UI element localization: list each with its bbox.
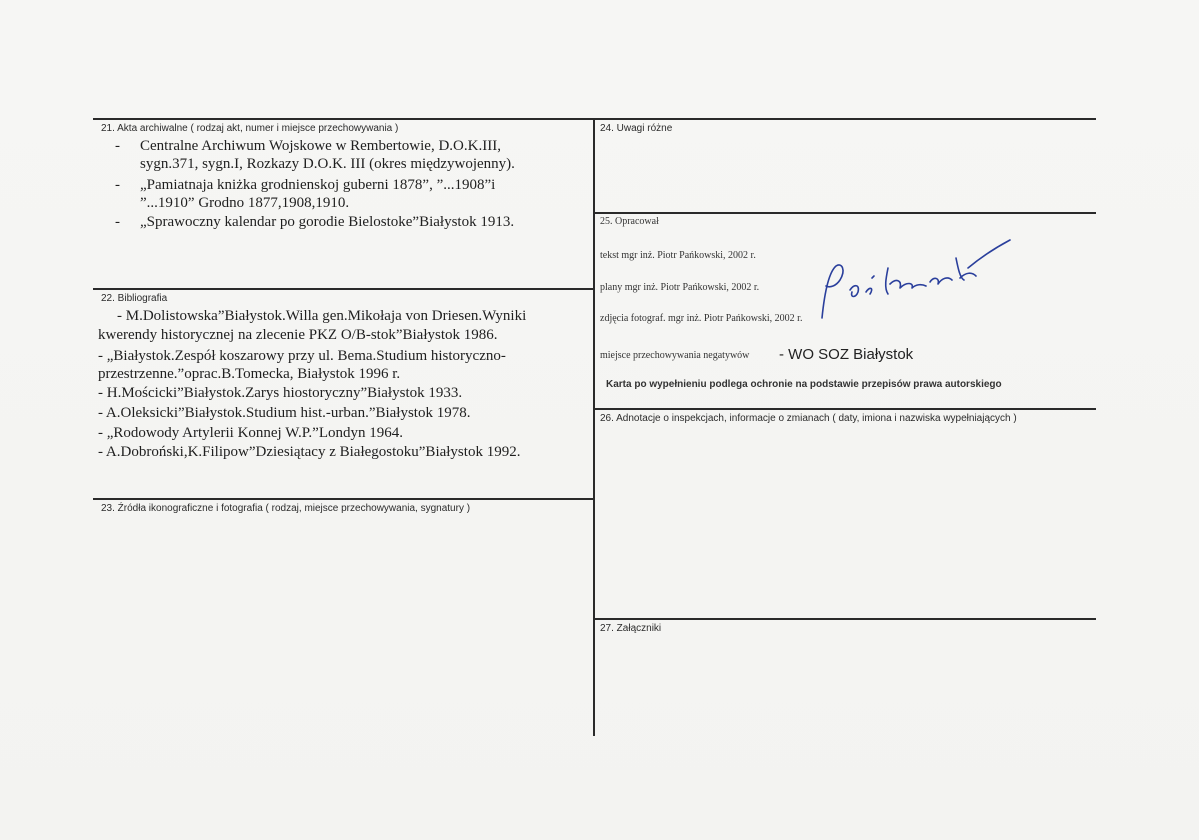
section23-heading: 23. Źródła ikonograficzne i fotografia ( rodzaj, miejsce przechowywania, sygnatury ) — [101, 503, 471, 514]
bibliography-line-1: - M.Dolistowska”Białystok.Willa gen.Mikołaja von Driesen.Wyniki — [117, 308, 527, 324]
bibliography-line-8: - A.Dobroński,K.Filipow”Dziesiątacy z Białegostoku”Białystok 1992. — [98, 444, 521, 460]
section21-bullet-3-line-1: „Sprawoczny kalendar po gorodie Bielostoke”Białystok 1913. — [140, 214, 515, 230]
bibliography-line-2: kwerendy historycznej na zlecenie PKZ O/B-stok”Białystok 1986. — [98, 327, 498, 343]
bibliography-line-4: przestrzenne.”oprac.B.Tomecka, Białystok 1996 r. — [98, 366, 401, 382]
section21-bullet-2-dash: - — [115, 177, 120, 193]
section24-heading: 24. Uwagi różne — [600, 123, 673, 134]
bibliography-line-3: - „Białystok.Zespół koszarowy przy ul. Bema.Studium historyczno- — [98, 348, 506, 364]
author-photos-line: zdjęcia fotograf. mgr inż. Piotr Pańkowski, 2002 r. — [600, 313, 803, 324]
column-divider — [593, 118, 595, 736]
section21-heading: 21. Akta archiwalne ( rodzaj akt, numer i miejsce przechowywania ) — [101, 123, 399, 134]
author-text-line: tekst mgr inż. Piotr Pańkowski, 2002 r. — [600, 250, 756, 261]
author-plans-line: plany mgr inż. Piotr Pańkowski, 2002 r. — [600, 282, 760, 293]
section26-heading: 26. Adnotacje o inspekcjach, informacje o zmianach ( daty, imiona i nazwiska wypełniających ) — [600, 413, 1017, 424]
author-signature — [810, 228, 1025, 323]
bibliography-line-5: - H.Mościcki”Białystok.Zarys hiostoryczny”Białystok 1933. — [98, 385, 463, 401]
rule-top-right — [593, 118, 1096, 120]
section27-heading: 27. Załączniki — [600, 623, 662, 634]
section21-bullet-1-line-2: sygn.371, sygn.I, Rozkazy D.O.K. III (okres międzywojenny). — [140, 156, 515, 172]
section21-bullet-3-dash: - — [115, 214, 120, 230]
section22-heading: 22. Bibliografia — [101, 293, 168, 304]
section21-bullet-1-dash: - — [115, 138, 120, 154]
bibliography-line-7: - „Rodowody Artylerii Konnej W.P.”Londyn 1964. — [98, 425, 403, 441]
copyright-note: Karta po wypełnieniu podlega ochronie na podstawie przepisów prawa autorskiego — [606, 379, 1002, 390]
rule-27 — [593, 618, 1096, 620]
section21-bullet-1-line-1: Centralne Archiwum Wojskowe w Rembertowie, D.O.K.III, — [140, 138, 501, 154]
section25-heading: 25. Opracował — [600, 216, 659, 227]
rule-23 — [93, 498, 594, 500]
negatives-location: - WO SOZ Białystok — [779, 346, 914, 363]
section21-bullet-2-line-1: „Pamiatnaja kniżka grodnienskoj guberni 1878”, ”...1908”i — [140, 177, 496, 193]
rule-22 — [93, 288, 594, 290]
negatives-label: miejsce przechowywania negatywów — [600, 350, 750, 361]
section21-bullet-2-line-2: ”...1910” Grodno 1877,1908,1910. — [140, 195, 350, 211]
bibliography-line-6: - A.Oleksicki”Białystok.Studium hist.-urban.”Białystok 1978. — [98, 405, 471, 421]
rule-25 — [593, 212, 1096, 214]
rule-top-left — [93, 118, 594, 120]
rule-26 — [593, 408, 1096, 410]
